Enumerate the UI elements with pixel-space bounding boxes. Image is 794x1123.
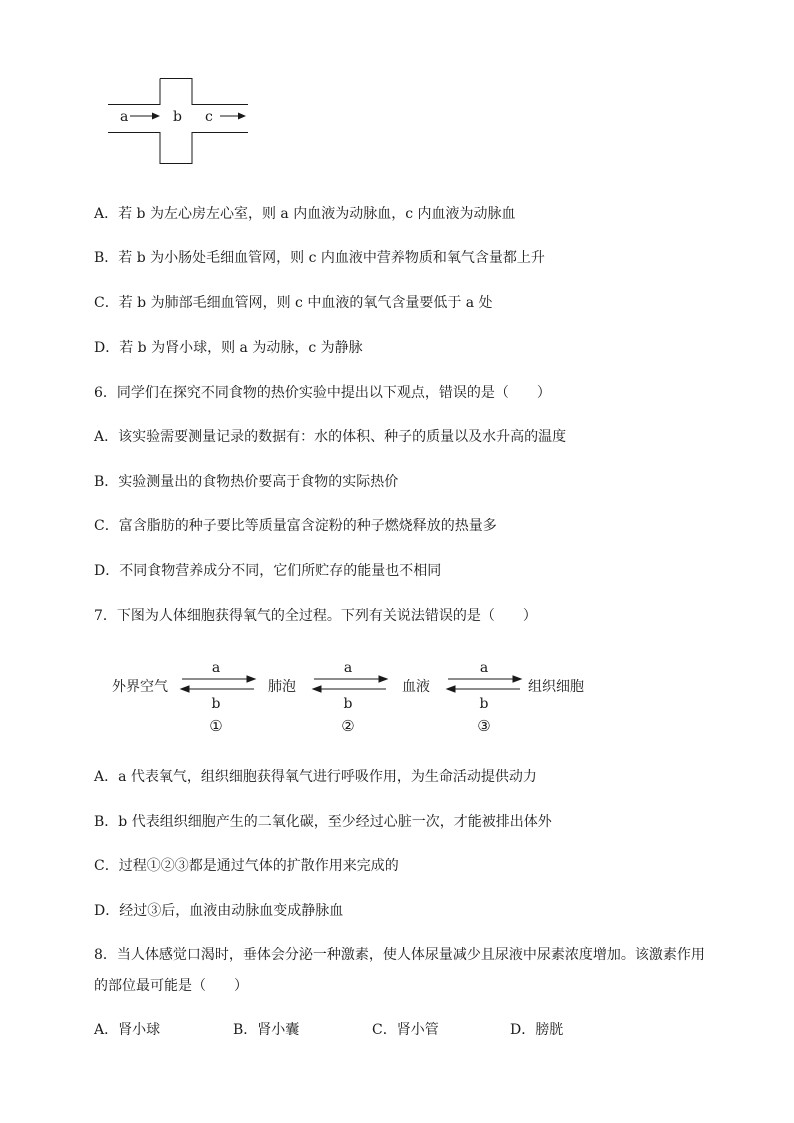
vessel-cross-diagram xyxy=(108,78,248,164)
label-b: b xyxy=(173,109,182,125)
q6-option-b: B．实验测量出的食物热价要高于食物的实际热价 xyxy=(94,474,399,490)
q6-option-a: A．该实验需要测量记录的数据有：水的体积、种子的质量以及水升高的温度 xyxy=(94,429,567,445)
q7-stem: 7．下图为人体细胞获得氧气的全过程。下列有关说法错误的是（ ） xyxy=(94,608,537,624)
q5-option-c: C．若 b 为肺部毛细血管网，则 c 中血液的氧气含量要低于 a 处 xyxy=(94,295,493,311)
q5-option-a: A．若 b 为左心房左心室，则 a 内血液为动脉血，c 内血液为动脉血 xyxy=(94,206,516,222)
q8-option-d: D．膀胱 xyxy=(510,1022,564,1038)
q6-option-d: D．不同食物营养成分不同，它们所贮存的能量也不相同 xyxy=(94,563,442,579)
q5-option-d: D．若 b 为肾小球，则 a 为动脉，c 为静脉 xyxy=(94,340,363,356)
q6-stem: 6．同学们在探究不同食物的热价实验中提出以下观点，错误的是（ ） xyxy=(94,385,551,401)
q7-option-c: C．过程①②③都是通过气体的扩散作用来完成的 xyxy=(94,858,399,874)
q8-option-b: B．肾小囊 xyxy=(233,1022,300,1038)
arrow-3-label-a: a xyxy=(479,660,489,676)
gas-exchange-diagram xyxy=(108,654,608,742)
step-1: ① xyxy=(209,717,223,735)
q8-option-a: A．肾小球 xyxy=(94,1022,161,1038)
arrow-2-label-b: b xyxy=(343,696,353,712)
arrow-1-forward-head xyxy=(247,676,255,682)
arrow-c-head xyxy=(238,113,246,120)
q8-stem-line2: 的部位最可能是（ ） xyxy=(94,978,248,994)
node-outside-air: 外界空气 xyxy=(112,679,168,695)
q8-option-c: C．肾小管 xyxy=(372,1022,439,1038)
arrow-2-forward-head xyxy=(379,676,387,682)
arrow-1-back-head xyxy=(181,686,189,692)
arrow-1-label-a: a xyxy=(211,660,221,676)
arrow-1-label-b: b xyxy=(211,696,221,712)
q8-options xyxy=(94,1020,654,1040)
arrow-2-label-a: a xyxy=(343,660,353,676)
q8-stem-line1: 8．当人体感觉口渴时，垂体会分泌一种激素，使人体尿量减少且尿液中尿素浓度增加。该激素作用 xyxy=(94,947,705,963)
node-alveoli: 肺泡 xyxy=(268,679,296,695)
arrow-3-label-b: b xyxy=(479,696,489,712)
label-a: a xyxy=(120,109,129,125)
node-tissue-cell: 组织细胞 xyxy=(528,679,584,695)
arrow-2-back-head xyxy=(313,686,321,692)
arrow-3-back-head xyxy=(447,686,455,692)
node-blood: 血液 xyxy=(402,679,430,695)
arrow-3-forward-head xyxy=(513,676,521,682)
q7-option-b: B．b 代表组织细胞产生的二氧化碳，至少经过心脏一次，才能被排出体外 xyxy=(94,814,552,830)
step-3: ③ xyxy=(477,717,491,735)
q5-option-b: B．若 b 为小肠处毛细血管网，则 c 内血液中营养物质和氧气含量都上升 xyxy=(94,250,545,266)
q7-option-a: A．a 代表氧气，组织细胞获得氧气进行呼吸作用，为生命活动提供动力 xyxy=(94,769,537,785)
step-2: ② xyxy=(341,717,355,735)
q7-option-d: D．经过③后，血液由动脉血变成静脉血 xyxy=(94,903,344,919)
q6-option-c: C．富含脂肪的种子要比等质量富含淀粉的种子燃烧释放的热量多 xyxy=(94,518,497,534)
label-c: c xyxy=(205,109,213,125)
arrow-a-head xyxy=(152,113,160,120)
